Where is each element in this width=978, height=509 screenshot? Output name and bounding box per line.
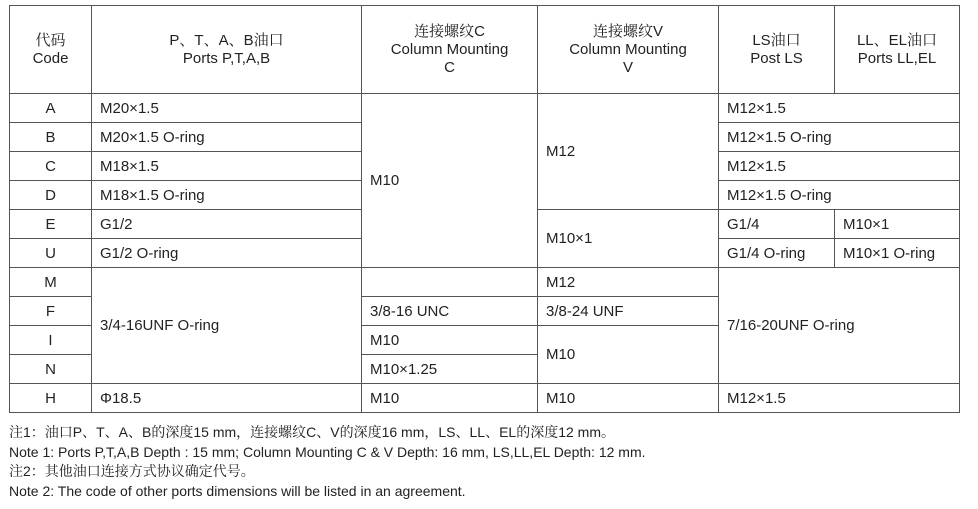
note-2-cn: 注2：其他油口连接方式协议确定代号。 bbox=[9, 463, 255, 479]
ports-cell: M18×1.5 bbox=[92, 152, 362, 181]
header-row bbox=[10, 6, 960, 94]
ls-cell: M12×1.5 bbox=[719, 94, 960, 123]
code-cell: M bbox=[10, 268, 92, 297]
column-v-cell: M10 bbox=[538, 384, 719, 413]
column-c-cell: 3/8-16 UNC bbox=[362, 297, 538, 326]
ls-cell: 7/16-20UNF O-ring bbox=[719, 268, 960, 384]
code-cell: B bbox=[10, 123, 92, 152]
column-v-cell: M10 bbox=[538, 326, 719, 384]
note-1-en: Note 1: Ports P,T,A,B Depth : 15 mm; Column Mounting C & V Depth: 16 mm, LS,LL,EL Depth: 12 mm. bbox=[9, 443, 646, 460]
column-c-cell bbox=[362, 268, 538, 297]
code-cell: U bbox=[10, 239, 92, 268]
ls-cell: M12×1.5 bbox=[719, 384, 960, 413]
ports-cell: G1/2 O-ring bbox=[92, 239, 362, 268]
ls-cell: G1/4 bbox=[719, 210, 835, 239]
ll-el-cell: M10×1 bbox=[835, 210, 960, 239]
code-cell: C bbox=[10, 152, 92, 181]
column-c-cell: M10×1.25 bbox=[362, 355, 538, 384]
header-column-mounting-v: 连接螺纹V Column Mounting V bbox=[538, 6, 719, 94]
column-v-cell: M10×1 bbox=[538, 210, 719, 268]
note-1-cn: 注1：油口P、T、A、B的深度15 mm，连接螺纹C、V的深度16 mm，LS、LL、EL的深度12 mm。 bbox=[9, 424, 615, 440]
column-v-cell: M12 bbox=[538, 94, 719, 210]
ports-cell: 3/4-16UNF O-ring bbox=[92, 268, 362, 384]
ls-cell: M12×1.5 O-ring bbox=[719, 181, 960, 210]
ls-cell: M12×1.5 bbox=[719, 152, 960, 181]
table-row bbox=[10, 384, 960, 413]
code-cell: D bbox=[10, 181, 92, 210]
column-v-cell: 3/8-24 UNF bbox=[538, 297, 719, 326]
code-cell: H bbox=[10, 384, 92, 413]
table-row bbox=[10, 94, 960, 123]
ports-cell: M18×1.5 O-ring bbox=[92, 181, 362, 210]
header-code: 代码 Code bbox=[10, 6, 92, 94]
column-c-cell: M10 bbox=[362, 326, 538, 355]
ll-el-cell: M10×1 O-ring bbox=[835, 239, 960, 268]
header-column-mounting-c: 连接螺纹C Column Mounting C bbox=[362, 6, 538, 94]
ls-cell: G1/4 O-ring bbox=[719, 239, 835, 268]
header-ports: P、T、A、B油口 Ports P,T,A,B bbox=[92, 6, 362, 94]
port-code-table bbox=[9, 5, 960, 413]
column-v-cell: M12 bbox=[538, 268, 719, 297]
ports-cell: M20×1.5 bbox=[92, 94, 362, 123]
code-cell: I bbox=[10, 326, 92, 355]
column-c-cell: M10 bbox=[362, 94, 538, 268]
note-2-en: Note 2: The code of other ports dimensions will be listed in an agreement. bbox=[9, 482, 466, 499]
ports-cell: G1/2 bbox=[92, 210, 362, 239]
ls-cell: M12×1.5 O-ring bbox=[719, 123, 960, 152]
code-cell: E bbox=[10, 210, 92, 239]
header-ll-el: LL、EL油口 Ports LL,EL bbox=[835, 6, 960, 94]
code-cell: A bbox=[10, 94, 92, 123]
notes bbox=[9, 423, 646, 501]
code-cell: F bbox=[10, 297, 92, 326]
header-ls: LS油口 Post LS bbox=[719, 6, 835, 94]
column-c-cell: M10 bbox=[362, 384, 538, 413]
ports-cell: M20×1.5 O-ring bbox=[92, 123, 362, 152]
ports-cell: Φ18.5 bbox=[92, 384, 362, 413]
table-row bbox=[10, 268, 960, 297]
code-cell: N bbox=[10, 355, 92, 384]
